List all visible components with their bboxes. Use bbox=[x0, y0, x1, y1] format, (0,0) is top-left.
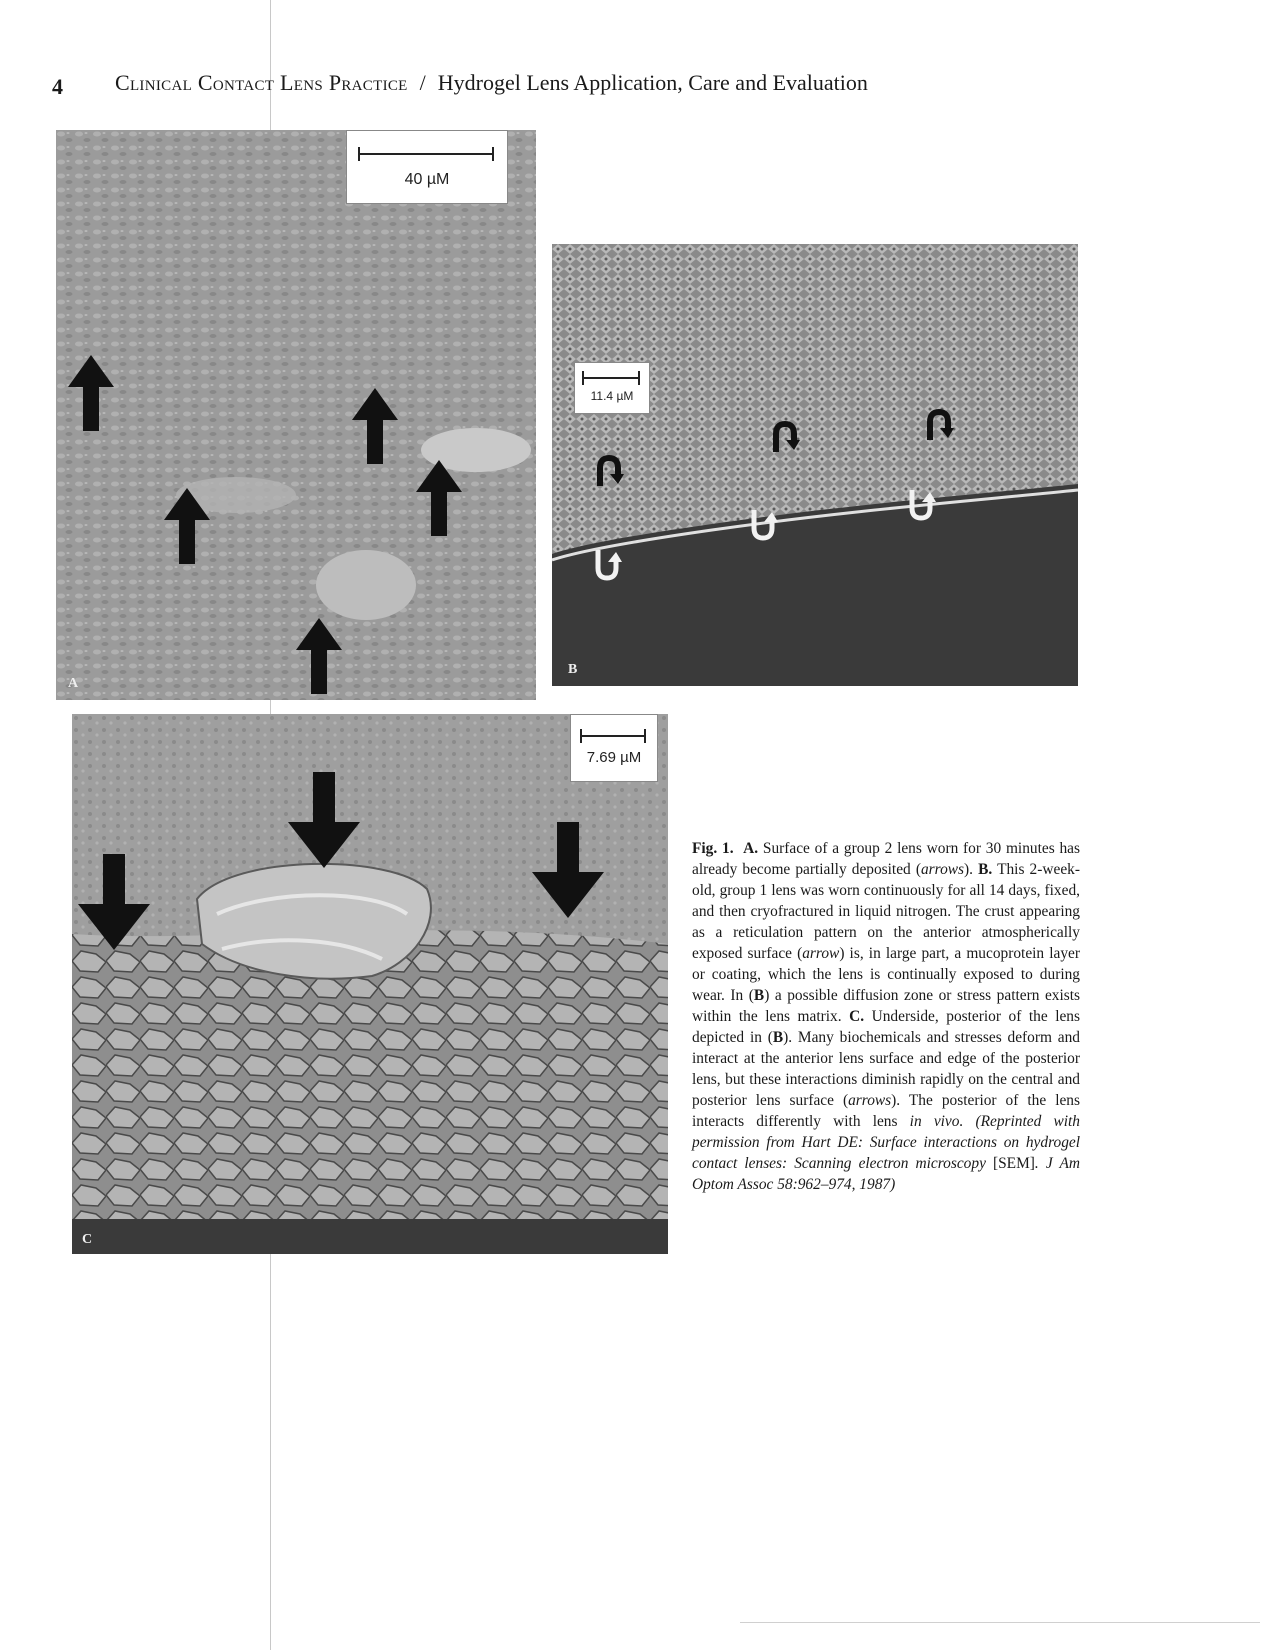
panel-letter-c: C bbox=[82, 1232, 93, 1247]
sem-micrograph-c bbox=[72, 714, 668, 1254]
chapter-title: Hydrogel Lens Application, Care and Evaluation bbox=[437, 70, 868, 95]
caption-c-text-3: ). The posterior of the lens interacts differently with lens bbox=[692, 1092, 1080, 1130]
caption-a-end: ). bbox=[964, 861, 974, 878]
curved-arrow-white-icon bbox=[906, 488, 936, 522]
curved-arrow-icon bbox=[924, 408, 954, 442]
running-header bbox=[115, 70, 868, 96]
scale-label-b: 11.4 µM bbox=[590, 389, 634, 403]
scale-label-a: 40 µM bbox=[404, 171, 450, 188]
panel-letter-b: B bbox=[568, 662, 578, 677]
scale-box-a bbox=[346, 130, 508, 204]
caption-b-text-1: This 2-week-old, group 1 lens was worn continuously for all 14 days, fixed, and then cryofractured in liquid nitrogen. The crust appearing as a reticulation pattern on the anterior atmospherically exposed surface ( bbox=[692, 861, 1080, 962]
caption-c-ref: B bbox=[772, 1029, 784, 1046]
arrow-down-icon bbox=[78, 854, 150, 950]
arrow-up-icon bbox=[416, 460, 462, 536]
caption-in-vivo: in vivo. bbox=[909, 1113, 964, 1130]
curved-arrow-white-icon bbox=[592, 548, 622, 582]
caption-c-label: C. bbox=[849, 1008, 865, 1025]
figure-caption bbox=[692, 838, 1080, 1195]
arrow-up-icon bbox=[296, 618, 342, 694]
caption-c-text-2: ). Many biochemicals and stresses deform and interact at the anterior lens surface and edge of the posterior lens, but these interactions diminish rapidly on the central and posterior lens surface ( bbox=[692, 1029, 1080, 1109]
caption-b-text-2: ) is, in large part, a mucoprotein layer or coating, which the lens is continually exposed to during wear. In ( bbox=[692, 945, 1080, 1004]
caption-fig-label: Fig. 1. bbox=[692, 840, 734, 857]
sem-micrograph-a bbox=[56, 130, 536, 700]
curved-arrow-white-icon bbox=[748, 508, 778, 542]
caption-b-text-3: ) a possible diffusion zone or stress pattern exists within the lens matrix. bbox=[692, 987, 1081, 1025]
figure-panel-a bbox=[56, 130, 536, 700]
scan-edge-line bbox=[740, 1622, 1260, 1623]
curved-arrow-icon bbox=[770, 420, 800, 454]
caption-b-label: B. bbox=[978, 861, 993, 878]
scale-box-c bbox=[570, 714, 658, 782]
sem-micrograph-b bbox=[552, 244, 1078, 686]
caption-a-arrows: arrows bbox=[920, 861, 965, 878]
caption-c-arrows: arrows bbox=[848, 1092, 892, 1109]
arrow-up-icon bbox=[164, 488, 210, 564]
book-title: Clinical Contact Lens Practice bbox=[115, 70, 408, 95]
caption-sem: [SEM] bbox=[992, 1155, 1035, 1172]
arrow-down-icon bbox=[288, 772, 360, 868]
caption-a-text: Surface of a group 2 lens worn for 30 minutes has already become partially deposited ( bbox=[692, 840, 1080, 878]
caption-a-label: A. bbox=[743, 840, 759, 857]
caption-reprint: (Reprinted with permission from Hart DE: Surface interactions on hydrogel contact lenses: Scanning electron microscopy bbox=[692, 1113, 1080, 1172]
caption-b-ref: B bbox=[753, 987, 765, 1004]
scale-bar-c bbox=[581, 735, 645, 737]
page-number: 4 bbox=[52, 74, 63, 99]
curved-arrow-icon bbox=[594, 454, 624, 488]
caption-b-arrow: arrow bbox=[802, 945, 840, 962]
arrow-down-icon bbox=[532, 822, 604, 918]
caption-c-text-1: Underside, posterior of the lens depicted in ( bbox=[692, 1008, 1080, 1046]
arrow-up-icon bbox=[352, 388, 398, 464]
figure-panel-b bbox=[552, 244, 1078, 686]
caption-citation: . J Am Optom Assoc 58:962–974, 1987) bbox=[692, 1155, 1080, 1193]
panel-letter-a: A bbox=[68, 676, 79, 691]
scale-bar-a bbox=[359, 153, 493, 155]
scale-bar-b bbox=[583, 377, 639, 379]
figure-panel-c bbox=[72, 714, 668, 1254]
scale-label-c: 7.69 µM bbox=[586, 749, 642, 766]
scale-box-b bbox=[574, 362, 650, 414]
arrow-up-icon bbox=[68, 355, 114, 431]
header-separator: / bbox=[419, 70, 426, 95]
